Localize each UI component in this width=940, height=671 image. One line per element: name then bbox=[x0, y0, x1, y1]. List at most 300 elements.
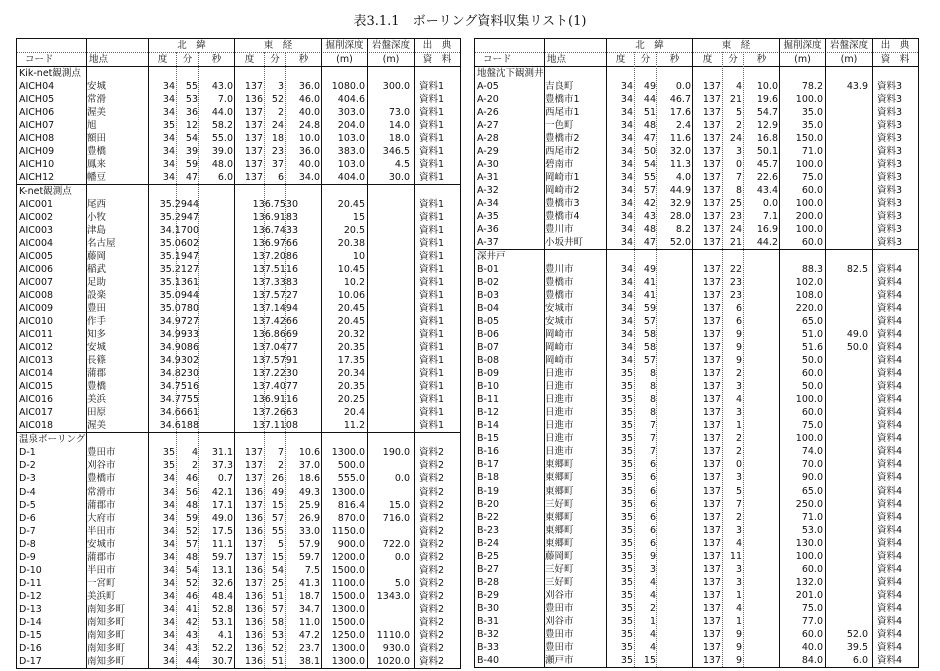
source-cell: 資料1 bbox=[419, 251, 445, 263]
column-divider bbox=[414, 39, 415, 668]
lon-min-cell: 22 bbox=[729, 264, 742, 276]
table-row bbox=[475, 106, 918, 119]
depth-cell: 84.0 bbox=[801, 654, 823, 666]
lat-sec-cell: 28.0 bbox=[669, 211, 691, 223]
depth-cell: 500.0 bbox=[337, 460, 365, 472]
place-cell: 日進市 bbox=[545, 433, 574, 445]
lon-header: 東 経 bbox=[263, 40, 293, 51]
table-row bbox=[17, 525, 460, 538]
lat-min-cell: 41 bbox=[643, 277, 656, 289]
code-cell: AICH07 bbox=[19, 120, 55, 132]
lat-deg-cell: 35 bbox=[620, 485, 633, 497]
lat-min-header: 分 bbox=[640, 54, 651, 65]
depth-cell: 100.0 bbox=[795, 433, 823, 445]
lat-sec-cell: 32.6 bbox=[211, 577, 233, 589]
lat-deg-cell: 34 bbox=[162, 629, 175, 641]
lon-min-cell: 2 bbox=[735, 433, 742, 445]
lat-min-header: 分 bbox=[182, 54, 193, 65]
depth-cell: 40.0 bbox=[801, 641, 823, 653]
column-divider bbox=[692, 39, 693, 667]
lon-min-cell: 3 bbox=[735, 381, 742, 393]
code-cell: AIC012 bbox=[19, 342, 54, 354]
place-cell: 名古屋 bbox=[87, 238, 116, 250]
depth-cell: 60.0 bbox=[801, 407, 823, 419]
place-cell: 田原 bbox=[87, 407, 107, 419]
lon-sec-cell: 40.0 bbox=[298, 159, 320, 171]
lon-deg-cell: 137 bbox=[702, 537, 721, 549]
lat-min-cell: 59 bbox=[185, 159, 198, 171]
lon-deg-cell: 137 bbox=[702, 407, 721, 419]
lat-deg-cell: 34 bbox=[162, 590, 175, 602]
source-cell: 資料1 bbox=[419, 316, 445, 328]
lon-deg-cell: 136 bbox=[244, 525, 263, 537]
source-cell: 資料2 bbox=[419, 629, 445, 641]
table-row bbox=[17, 603, 460, 616]
lon-decimal-cell: 136.9183 bbox=[252, 212, 298, 224]
lon-min-cell: 55 bbox=[271, 525, 284, 537]
depth-cell: 1500.0 bbox=[331, 564, 365, 576]
depth-cell: 20.5 bbox=[343, 225, 365, 237]
depth-cell: 1500.0 bbox=[331, 616, 365, 628]
table-row bbox=[475, 628, 918, 641]
lon-sec-cell: 40.0 bbox=[298, 107, 320, 119]
lat-deg-cell: 34 bbox=[620, 237, 633, 249]
right-table bbox=[474, 38, 919, 668]
lat-min-cell: 1 bbox=[649, 615, 656, 627]
source-cell: 資料1 bbox=[419, 238, 445, 250]
lat-deg-cell: 35 bbox=[620, 641, 633, 653]
lat-deg-cell: 34 bbox=[162, 616, 175, 628]
lat-sec-cell: 37.3 bbox=[211, 460, 233, 472]
lon-deg-cell: 137 bbox=[244, 107, 263, 119]
place-cell: 瀬戸市 bbox=[545, 654, 574, 666]
lat-min-cell: 42 bbox=[185, 616, 198, 628]
depth-cell: 100.0 bbox=[795, 224, 823, 236]
source-cell: 資料1 bbox=[419, 212, 445, 224]
depth-header: 掘削深度 bbox=[325, 40, 364, 51]
code-cell: D-5 bbox=[19, 499, 36, 511]
lon-min-cell: 2 bbox=[735, 120, 742, 132]
lat-decimal-cell: 35.0602 bbox=[159, 238, 199, 250]
place-cell: 豊川市 bbox=[545, 264, 574, 276]
place-cell: 南知多町 bbox=[87, 655, 126, 667]
place-cell: 足助 bbox=[87, 277, 107, 289]
lat-deg-cell: 35 bbox=[620, 628, 633, 640]
lon-min-cell: 58 bbox=[271, 616, 284, 628]
source-cell: 資料4 bbox=[877, 407, 903, 419]
depth-cell: 150.0 bbox=[795, 133, 823, 145]
source-cell: 資料1 bbox=[419, 342, 445, 354]
table-row bbox=[475, 132, 918, 145]
place-cell: 安城市 bbox=[87, 538, 116, 550]
place-cell: 長篠 bbox=[87, 355, 107, 367]
depth-cell: 250.0 bbox=[795, 498, 823, 510]
source-cell: 資料1 bbox=[419, 420, 445, 432]
depth-cell: 1500.0 bbox=[331, 590, 365, 602]
lon-min-cell: 2 bbox=[735, 446, 742, 458]
source-header: 出 典 bbox=[880, 40, 910, 51]
code-cell: A-27 bbox=[477, 120, 499, 132]
depth-cell: 20.34 bbox=[337, 368, 365, 380]
place-cell: 蒲郡 bbox=[87, 368, 107, 380]
lon-min-cell: 5 bbox=[277, 538, 284, 550]
lon-min-cell: 52 bbox=[271, 642, 284, 654]
lat-deg-cell: 35 bbox=[162, 120, 175, 132]
column-divider bbox=[606, 39, 607, 667]
place-cell: 安城市 bbox=[545, 303, 574, 315]
depth-cell: 20.4 bbox=[343, 407, 365, 419]
lon-sec-cell: 12.9 bbox=[756, 120, 778, 132]
table-row bbox=[17, 380, 460, 393]
lon-sec-cell: 23.7 bbox=[298, 642, 320, 654]
source-cell: 資料1 bbox=[419, 107, 445, 119]
place-cell: 小牧 bbox=[87, 212, 107, 224]
lat-min-cell: 8 bbox=[649, 394, 656, 406]
code-cell: A-31 bbox=[477, 172, 499, 184]
lat-min-cell: 59 bbox=[643, 303, 656, 315]
lat-deg-header: 度 bbox=[615, 54, 626, 65]
place-cell: 蒲郡市 bbox=[87, 551, 116, 563]
column-divider-dotted bbox=[656, 52, 657, 667]
place-cell: 刈谷市 bbox=[87, 460, 116, 472]
lon-sec-header: 秒 bbox=[756, 54, 767, 65]
lat-min-cell: 54 bbox=[643, 159, 656, 171]
depth-cell: 71.0 bbox=[801, 146, 823, 158]
source-cell: 資料2 bbox=[419, 551, 445, 563]
depth-cell: 65.0 bbox=[801, 316, 823, 328]
place-cell: 東郷町 bbox=[545, 537, 574, 549]
column-divider-dotted bbox=[743, 52, 744, 667]
lon-min-cell: 25 bbox=[271, 577, 284, 589]
table-row bbox=[475, 145, 918, 158]
table-row bbox=[17, 224, 460, 237]
source-cell: 資料4 bbox=[877, 277, 903, 289]
lat-min-cell: 7 bbox=[649, 433, 656, 445]
lon-deg-cell: 137 bbox=[702, 159, 721, 171]
lon-deg-cell: 137 bbox=[702, 224, 721, 236]
table-row bbox=[17, 158, 460, 171]
code-cell: B-27 bbox=[477, 563, 500, 575]
lon-min-cell: 3 bbox=[735, 472, 742, 484]
lat-deg-cell: 35 bbox=[620, 368, 633, 380]
source-cell: 資料1 bbox=[419, 159, 445, 171]
lat-min-cell: 43 bbox=[643, 211, 656, 223]
lon-min-cell: 57 bbox=[271, 603, 284, 615]
table-row bbox=[475, 263, 918, 276]
lon-deg-cell: 137 bbox=[702, 264, 721, 276]
lat-deg-cell: 34 bbox=[162, 172, 175, 184]
lon-deg-cell: 137 bbox=[244, 551, 263, 563]
lat-min-cell: 57 bbox=[643, 355, 656, 367]
table-row bbox=[17, 367, 460, 380]
source-cell: 資料4 bbox=[877, 589, 903, 601]
source-cell: 資料4 bbox=[877, 303, 903, 315]
lon-min-cell: 23 bbox=[271, 146, 284, 158]
rock-depth-cell: 18.0 bbox=[388, 133, 410, 145]
lat-deg-cell: 34 bbox=[620, 342, 633, 354]
lat-min-cell: 7 bbox=[649, 420, 656, 432]
lat-deg-cell: 34 bbox=[620, 185, 633, 197]
lat-decimal-cell: 34.1700 bbox=[159, 225, 199, 237]
place-cell: 東郷町 bbox=[545, 511, 574, 523]
lon-min-cell: 6 bbox=[735, 316, 742, 328]
code-cell: AICH09 bbox=[19, 146, 55, 158]
lat-sec-cell: 32.0 bbox=[669, 146, 691, 158]
lat-deg-cell: 34 bbox=[162, 81, 175, 93]
rock-depth-cell: 49.0 bbox=[846, 329, 868, 341]
code-cell: AICH06 bbox=[19, 107, 55, 119]
lat-sec-cell: 4.0 bbox=[675, 172, 691, 184]
lon-sec-cell: 10.0 bbox=[298, 133, 320, 145]
lon-decimal-cell: 137.2086 bbox=[252, 251, 298, 263]
lon-deg-cell: 137 bbox=[244, 120, 263, 132]
source-cell: 資料1 bbox=[419, 290, 445, 302]
depth-cell: 204.0 bbox=[337, 120, 365, 132]
lat-min-cell: 59 bbox=[185, 512, 198, 524]
code-cell: D-12 bbox=[19, 590, 42, 602]
table-row bbox=[475, 563, 918, 576]
lat-deg-cell: 34 bbox=[162, 577, 175, 589]
table-row bbox=[17, 486, 460, 499]
lat-min-cell: 52 bbox=[185, 577, 198, 589]
place-cell: 岡崎市1 bbox=[545, 172, 580, 184]
depth-cell: 74.0 bbox=[801, 446, 823, 458]
depth-cell: 50.0 bbox=[801, 381, 823, 393]
code-cell: D-14 bbox=[19, 616, 42, 628]
code-cell: AICH12 bbox=[19, 172, 55, 184]
place-cell: 豊田市 bbox=[545, 628, 574, 640]
code-cell: D-17 bbox=[19, 655, 42, 667]
source-cell: 資料3 bbox=[877, 159, 903, 171]
code-cell: AIC017 bbox=[19, 407, 54, 419]
rock-depth-cell: 1343.0 bbox=[376, 590, 410, 602]
section-title: 深井戸 bbox=[477, 251, 506, 263]
rock-depth-header: 岩盤深度 bbox=[829, 40, 868, 51]
table-row bbox=[17, 446, 460, 459]
code-cell: D-6 bbox=[19, 512, 36, 524]
lon-deg-cell: 136 bbox=[244, 564, 263, 576]
depth-cell: 220.0 bbox=[795, 303, 823, 315]
lon-sec-cell: 22.6 bbox=[756, 172, 778, 184]
table-row bbox=[17, 145, 460, 158]
place-cell: 蒲郡市 bbox=[87, 499, 116, 511]
lon-min-cell: 51 bbox=[271, 655, 284, 667]
lon-min-cell: 1 bbox=[735, 420, 742, 432]
lon-min-cell: 7 bbox=[735, 498, 742, 510]
table-title: 表3.1.1 ボーリング資料収集リスト(1) bbox=[353, 14, 587, 29]
place-cell: 三好町 bbox=[545, 563, 574, 575]
rock-depth-cell: 4.5 bbox=[394, 159, 410, 171]
lon-min-cell: 9 bbox=[735, 641, 742, 653]
depth-cell: 60.0 bbox=[801, 237, 823, 249]
lat-min-cell: 44 bbox=[185, 655, 198, 667]
lon-min-cell: 23 bbox=[729, 277, 742, 289]
code-cell: AICH10 bbox=[19, 159, 55, 171]
rock-depth-cell: 0.0 bbox=[394, 473, 410, 485]
lat-sec-cell: 52.8 bbox=[211, 603, 233, 615]
lon-deg-cell: 136 bbox=[244, 629, 263, 641]
code-cell: B-07 bbox=[477, 342, 500, 354]
lat-deg-cell: 34 bbox=[620, 172, 633, 184]
depth-cell: 10.2 bbox=[343, 277, 365, 289]
lat-deg-cell: 35 bbox=[620, 381, 633, 393]
lon-deg-cell: 137 bbox=[244, 538, 263, 550]
code-cell: B-12 bbox=[477, 407, 500, 419]
table-row bbox=[17, 551, 460, 564]
source-unit-header: 資 料 bbox=[422, 54, 452, 65]
lon-sec-cell: 7.1 bbox=[762, 211, 778, 223]
table-row bbox=[475, 445, 918, 458]
source-cell: 資料3 bbox=[877, 120, 903, 132]
lon-min-cell: 4 bbox=[735, 537, 742, 549]
lat-deg-cell: 34 bbox=[162, 133, 175, 145]
lon-min-cell: 0 bbox=[735, 159, 742, 171]
lat-decimal-cell: 34.7516 bbox=[159, 381, 199, 393]
lon-deg-cell: 136 bbox=[244, 616, 263, 628]
lat-min-cell: 6 bbox=[649, 511, 656, 523]
source-cell: 資料2 bbox=[419, 642, 445, 654]
depth-cell: 816.4 bbox=[337, 499, 365, 511]
source-cell: 資料2 bbox=[419, 603, 445, 615]
lat-deg-cell: 34 bbox=[620, 133, 633, 145]
table-row bbox=[475, 158, 918, 171]
code-cell: B-06 bbox=[477, 329, 500, 341]
lat-min-cell: 46 bbox=[185, 473, 198, 485]
lat-sec-cell: 48.4 bbox=[211, 590, 233, 602]
lat-deg-cell: 34 bbox=[162, 525, 175, 537]
lon-deg-cell: 136 bbox=[244, 642, 263, 654]
table-row bbox=[475, 276, 918, 289]
lat-deg-cell: 34 bbox=[162, 473, 175, 485]
depth-cell: 20.45 bbox=[337, 199, 365, 211]
lat-decimal-cell: 34.9086 bbox=[159, 342, 199, 354]
depth-cell: 100.0 bbox=[795, 94, 823, 106]
lat-deg-cell: 34 bbox=[162, 499, 175, 511]
lon-deg-cell: 137 bbox=[702, 133, 721, 145]
place-cell: 半田市 bbox=[87, 564, 116, 576]
code-cell: A-05 bbox=[477, 81, 499, 93]
code-cell: A-26 bbox=[477, 107, 499, 119]
lat-min-cell: 46 bbox=[185, 590, 198, 602]
source-cell: 資料4 bbox=[877, 485, 903, 497]
table-row bbox=[17, 393, 460, 406]
source-cell: 資料4 bbox=[877, 316, 903, 328]
rock-depth-cell: 73.0 bbox=[388, 107, 410, 119]
lon-deg-cell: 137 bbox=[702, 211, 721, 223]
lon-min-cell: 3 bbox=[735, 407, 742, 419]
rock-depth-cell: 346.5 bbox=[382, 146, 410, 158]
lon-sec-cell: 16.9 bbox=[756, 224, 778, 236]
source-cell: 資料1 bbox=[419, 264, 445, 276]
source-cell: 資料1 bbox=[419, 81, 445, 93]
table-row bbox=[17, 629, 460, 642]
lon-deg-cell: 137 bbox=[702, 459, 721, 471]
lon-deg-cell: 137 bbox=[244, 159, 263, 171]
source-cell: 資料2 bbox=[419, 564, 445, 576]
code-cell: AICH05 bbox=[19, 94, 55, 106]
lon-deg-cell: 136 bbox=[244, 512, 263, 524]
code-cell: B-08 bbox=[477, 355, 500, 367]
depth-cell: 75.0 bbox=[801, 602, 823, 614]
lon-decimal-cell: 136.8669 bbox=[252, 329, 298, 341]
code-cell: AIC007 bbox=[19, 277, 54, 289]
lat-deg-cell: 34 bbox=[162, 512, 175, 524]
lon-deg-cell: 137 bbox=[702, 146, 721, 158]
source-cell: 資料4 bbox=[877, 498, 903, 510]
code-cell: A-36 bbox=[477, 224, 499, 236]
lat-sec-cell: 53.1 bbox=[211, 616, 233, 628]
code-cell: AIC003 bbox=[19, 225, 54, 237]
source-header: 出 典 bbox=[422, 40, 452, 51]
lon-deg-cell: 137 bbox=[244, 133, 263, 145]
lat-sec-cell: 49.0 bbox=[211, 512, 233, 524]
lat-deg-cell: 35 bbox=[620, 446, 633, 458]
lon-min-cell: 24 bbox=[729, 224, 742, 236]
place-cell: 津島 bbox=[87, 225, 107, 237]
source-cell: 資料2 bbox=[419, 577, 445, 589]
lat-min-cell: 48 bbox=[643, 120, 656, 132]
lat-deg-cell: 34 bbox=[162, 486, 175, 498]
lat-min-cell: 51 bbox=[643, 107, 656, 119]
code-cell: A-34 bbox=[477, 198, 499, 210]
place-cell: 吉良町 bbox=[545, 81, 574, 93]
place-header: 地点 bbox=[89, 54, 109, 65]
lat-decimal-cell: 35.2944 bbox=[159, 199, 199, 211]
source-cell: 資料2 bbox=[419, 538, 445, 550]
depth-cell: 75.0 bbox=[801, 172, 823, 184]
section-title: Kik-net観測点 bbox=[19, 68, 81, 79]
place-cell: 稲武 bbox=[87, 264, 107, 276]
lon-sec-cell: 37.0 bbox=[298, 460, 320, 472]
code-cell: B-29 bbox=[477, 589, 500, 601]
depth-cell: 102.0 bbox=[795, 277, 823, 289]
lat-min-cell: 6 bbox=[649, 524, 656, 536]
place-cell: 豊橋市 bbox=[545, 277, 574, 289]
lon-sec-cell: 25.9 bbox=[298, 499, 320, 511]
lon-min-cell: 26 bbox=[271, 473, 284, 485]
code-cell: AICH08 bbox=[19, 133, 55, 145]
rock-depth-cell: 1110.0 bbox=[376, 629, 410, 641]
source-cell: 資料4 bbox=[877, 537, 903, 549]
source-cell: 資料2 bbox=[419, 512, 445, 524]
depth-cell: 78.2 bbox=[801, 81, 823, 93]
source-cell: 資料2 bbox=[419, 486, 445, 498]
place-cell: 知多 bbox=[87, 329, 107, 341]
lat-deg-cell: 34 bbox=[620, 198, 633, 210]
lat-min-cell: 58 bbox=[643, 329, 656, 341]
lon-sec-cell: 36.0 bbox=[298, 81, 320, 93]
depth-cell: 100.0 bbox=[795, 550, 823, 562]
table-row bbox=[475, 171, 918, 184]
place-header: 地点 bbox=[547, 54, 567, 65]
lat-min-cell: 48 bbox=[185, 551, 198, 563]
lat-min-cell: 6 bbox=[649, 472, 656, 484]
lon-deg-cell: 137 bbox=[702, 237, 721, 249]
lon-decimal-cell: 137.2230 bbox=[252, 368, 298, 380]
lon-min-cell: 18 bbox=[271, 133, 284, 145]
source-cell: 資料1 bbox=[419, 199, 445, 211]
source-cell: 資料1 bbox=[419, 303, 445, 315]
lon-decimal-cell: 137.1494 bbox=[252, 303, 298, 315]
lon-deg-cell: 137 bbox=[702, 615, 721, 627]
lat-min-cell: 47 bbox=[185, 172, 198, 184]
lat-decimal-cell: 34.9727 bbox=[159, 316, 199, 328]
table-row bbox=[17, 328, 460, 341]
lon-min-cell: 21 bbox=[729, 94, 742, 106]
lon-deg-cell: 136 bbox=[244, 655, 263, 667]
code-cell: AIC009 bbox=[19, 303, 54, 315]
source-cell: 資料2 bbox=[419, 447, 445, 459]
